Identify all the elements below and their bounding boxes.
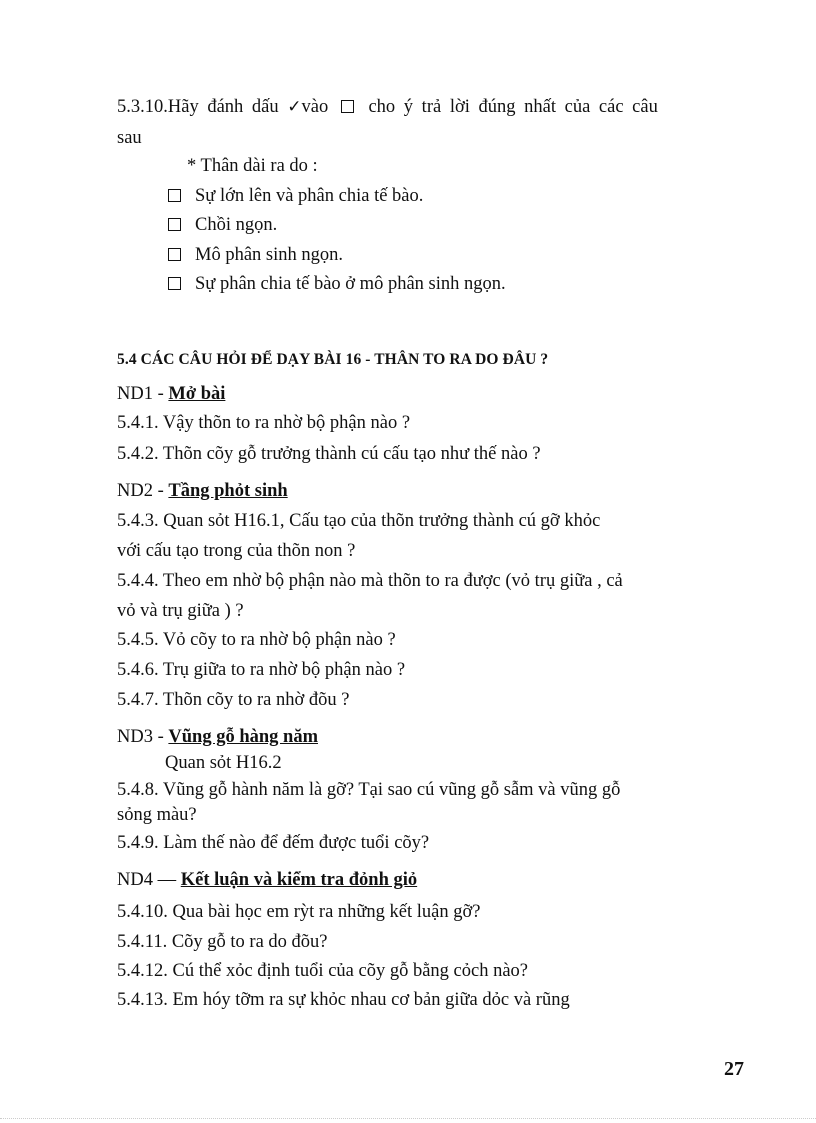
question-5-3-10 (117, 96, 658, 118)
question-5-4-12: 5.4.12. Cú thể xỏc định tuổi của cõy gỗ bằng cỏch nào? (117, 961, 529, 981)
question-5-4-4-line1: 5.4.4. Theo em nhờ bộ phận nào mà thõn to ra được (vỏ trụ giữa , cả (117, 571, 623, 591)
question-prefix: 5.3.10.Hãy đánh dấu (117, 97, 279, 117)
nd1-heading (117, 383, 225, 405)
question-5-4-13: 5.4.13. Em hóy tỡm ra sự khỏc nhau cơ bản giữa dỏc và rũng (117, 990, 570, 1010)
checkbox-icon[interactable] (168, 277, 181, 290)
question-wrap: sau (117, 128, 142, 148)
page-number: 27 (724, 1058, 744, 1080)
checkbox-icon[interactable] (168, 218, 181, 231)
question-5-4-7: 5.4.7. Thõn cõy to ra nhờ đõu ? (117, 690, 350, 710)
nd1-title: Mở bài (168, 384, 226, 404)
option-label: Chồi ngọn. (195, 215, 278, 235)
checkbox-icon[interactable] (168, 248, 181, 261)
nd4-label: ND4 — (117, 870, 177, 890)
question-5-4-3-line2: với cấu tạo trong của thõn non ? (117, 541, 356, 561)
question-5-4-10: 5.4.10. Qua bài học em rỳt ra những kết luận gỡ? (117, 902, 481, 922)
nd4-heading (117, 869, 417, 891)
option-2[interactable] (168, 214, 277, 236)
question-5-4-4-line2: vỏ và trụ giữa ) ? (117, 601, 244, 621)
question-5-4-1: 5.4.1. Vậy thõn to ra nhờ bộ phận nào ? (117, 413, 411, 433)
option-3[interactable] (168, 244, 343, 266)
question-5-4-2: 5.4.2. Thõn cõy gỗ trưởng thành cú cấu tạo như thế nào ? (117, 444, 541, 464)
nd2-label: ND2 - (117, 481, 164, 501)
checkbox-icon[interactable] (168, 189, 181, 202)
question-5-4-9: 5.4.9. Làm thế nào để đếm được tuổi cõy? (117, 833, 430, 853)
option-4[interactable] (168, 273, 506, 295)
question-5-4-3-line1: 5.4.3. Quan sỏt H16.1, Cấu tạo của thõn trưởng thành cú gỡ khỏc (117, 511, 601, 531)
question-5-4-5: 5.4.5. Vỏ cõy to ra nhờ bộ phận nào ? (117, 630, 396, 650)
question-5-4-6: 5.4.6. Trụ giữa to ra nhờ bộ phận nào ? (117, 660, 406, 680)
option-label: Mô phân sinh ngọn. (195, 245, 343, 265)
option-label: Sự phân chia tế bào ở mô phân sinh ngọn. (195, 274, 506, 294)
question-5-4-8-line2: sỏng màu? (117, 805, 197, 825)
question-5-4-8-line1: 5.4.8. Vũng gỗ hành năm là gỡ? Tại sao cú vũng gỗ sẫm và vũng gỗ (117, 780, 621, 800)
question-5-4-11: 5.4.11. Cõy gỗ to ra do đõu? (117, 932, 328, 952)
option-label: Sự lớn lên và phân chia tế bào. (195, 186, 424, 206)
checkmark-icon: ✓ (287, 97, 302, 117)
nd4-title: Kết luận và kiểm tra đỏnh giỏ (180, 870, 418, 890)
observe-instruction: Quan sỏt H16.2 (165, 753, 282, 773)
checkbox-icon (341, 100, 354, 113)
question-prompt: * Thân dài ra do : (187, 156, 318, 176)
option-1[interactable] (168, 185, 423, 207)
nd3-heading (117, 726, 318, 748)
section-heading: 5.4 CÁC CÂU HỎI ĐỂ DẠY BÀI 16 - THÂN TO RA DO ĐÂU ? (117, 351, 549, 368)
nd2-heading (117, 480, 288, 502)
question-suffix: cho ý trả lời đúng nhất của các câu (368, 97, 658, 117)
footer-divider (0, 1118, 816, 1119)
nd3-label: ND3 - (117, 727, 164, 747)
nd1-label: ND1 - (117, 384, 164, 404)
nd3-title: Vũng gỗ hàng năm (168, 727, 318, 747)
nd2-title: Tầng phỏt sinh (168, 481, 288, 501)
question-mid: vào (301, 97, 329, 117)
